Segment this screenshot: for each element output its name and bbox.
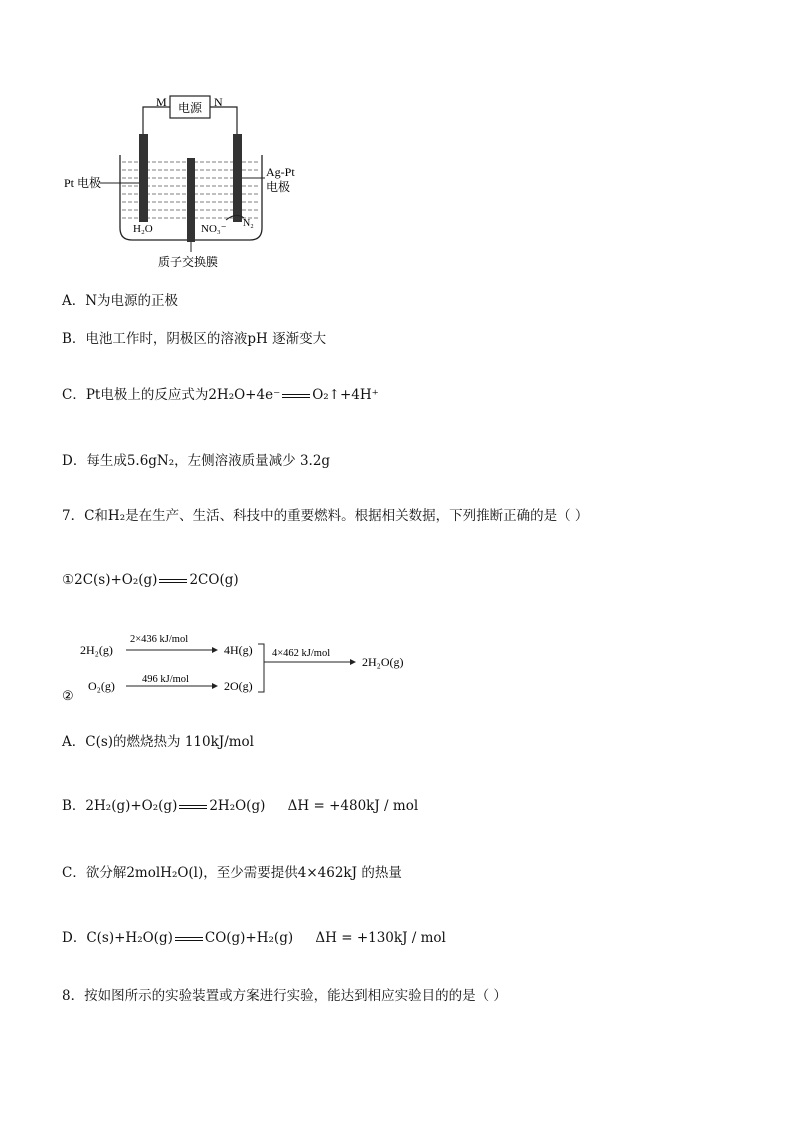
bond-energy-diagram	[0, 632, 794, 712]
q6-option-b: B．电池工作时，阴极区的溶液pH 逐渐变大	[62, 331, 327, 347]
combine-energy: 4×462 kJ/mol	[272, 648, 331, 659]
n2-label: N₂	[243, 218, 254, 229]
equals-bar	[159, 579, 187, 583]
equals-bar	[175, 937, 203, 941]
eq2-label: ②	[62, 688, 74, 703]
4h-species: 4H(g)	[224, 643, 253, 657]
o2-energy: 496 kJ/mol	[142, 674, 189, 685]
q8-stem: 8．按如图所示的实验装置或方案进行实验，能达到相应实验目的的是（ ）	[62, 988, 507, 1004]
q6-option-d: D．每生成5.6gN₂，左侧溶液质量减少 3.2g	[62, 453, 331, 469]
q7-d-dh: ΔH = +130kJ / mol	[315, 930, 446, 946]
h2-species: 2H₂(g)	[80, 643, 113, 657]
q7-eq1	[62, 571, 239, 589]
o2-species: O₂(g)	[88, 679, 115, 693]
m-label: M	[156, 95, 167, 109]
n-label: N	[214, 95, 223, 109]
pt-electrode	[139, 134, 148, 222]
membrane-label: 质子交换膜	[158, 255, 219, 269]
q7-b-dh: ΔH = +480kJ / mol	[287, 798, 419, 814]
q7-d-left: D．C(s)+H₂O(g)	[62, 930, 173, 946]
equals-bar	[282, 394, 310, 398]
agpt-label-1: Ag-Pt	[266, 165, 295, 179]
q7-option-c: C．欲分解2molH₂O(l)，至少需要提供4×462kJ 的热量	[62, 865, 402, 881]
electrolysis-diagram	[0, 0, 794, 290]
equals-bar	[179, 805, 207, 809]
q6-c-left: 2H₂O+4e⁻	[208, 387, 281, 403]
2o-species: 2O(g)	[224, 679, 253, 693]
q7-d-right: CO(g)+H₂(g)	[204, 930, 294, 946]
q6-option-a: A．N为电源的正极	[62, 293, 179, 309]
q7-option-a: A．C(s)的燃烧热为 110kJ/mol	[62, 734, 254, 750]
agpt-label-2: 电极	[266, 180, 291, 194]
h2o-product: 2H₂O(g)	[362, 655, 404, 669]
q6-c-prefix: C．Pt电极上的反应式为	[62, 387, 209, 403]
h2o-label: H₂O	[133, 223, 153, 235]
h2-energy: 2×436 kJ/mol	[130, 634, 189, 645]
q7-eq1-right: 2CO(g)	[189, 572, 239, 588]
q7-eq1-left: ①2C(s)+O₂(g)	[62, 572, 158, 588]
pt-electrode-label: Pt 电极	[64, 176, 102, 190]
q7-b-left: B．2H₂(g)+O₂(g)	[62, 798, 178, 814]
agpt-electrode	[233, 134, 242, 222]
q6-option-c	[62, 386, 379, 404]
proton-membrane	[187, 158, 195, 242]
q7-option-d	[62, 929, 446, 947]
power-label: 电源	[177, 101, 203, 115]
q6-c-right: O₂↑+4H⁺	[312, 387, 379, 403]
q7-stem: 7．C和H₂是在生产、生活、科技中的重要燃料。根据相关数据，下列推断正确的是（ ）	[62, 508, 589, 524]
no3-label: NO₃⁻	[201, 223, 227, 235]
q7-b-right: 2H₂O(g)	[209, 798, 266, 814]
q7-option-b	[62, 797, 418, 815]
